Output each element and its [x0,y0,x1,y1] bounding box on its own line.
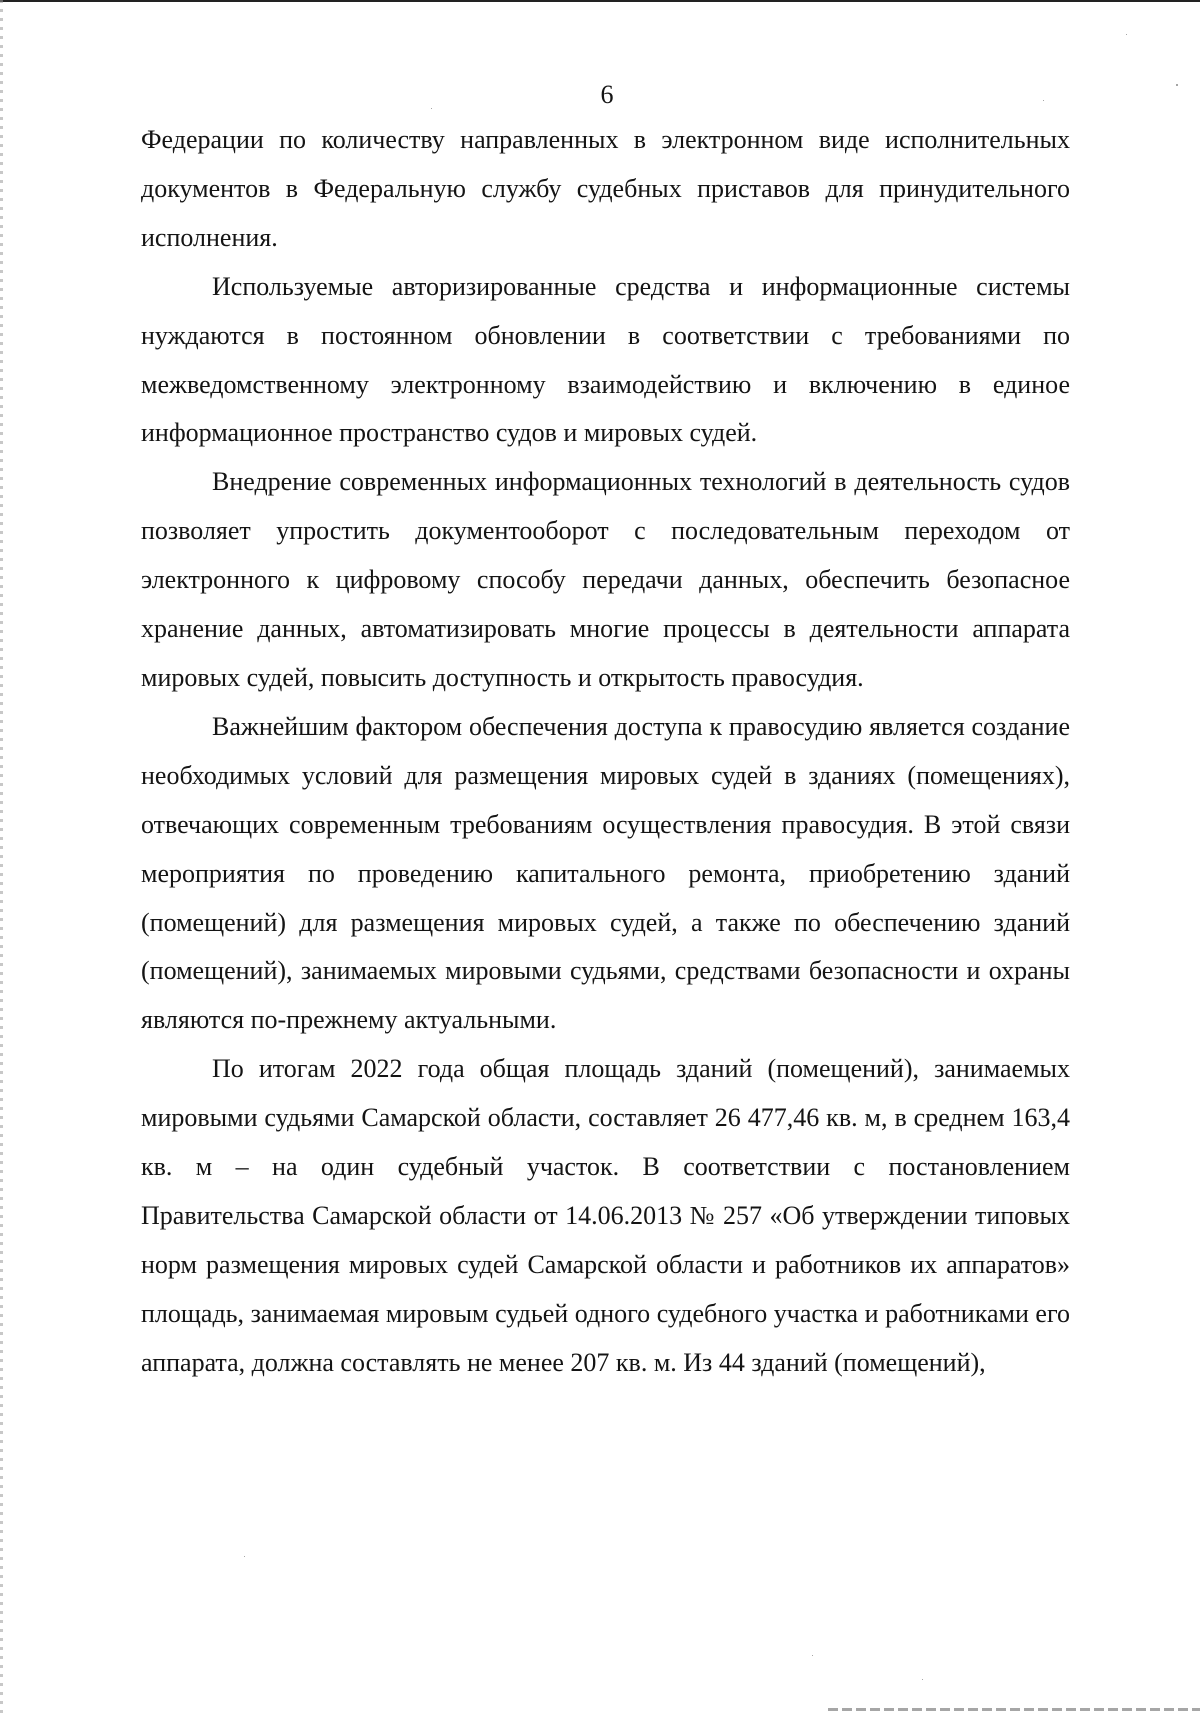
body-text [141,116,1070,1388]
paragraph-it-implementation: Внедрение современных информационных технологий в деятельность судов позволяет упростить документооборот с последовательным переходом от электронного к цифровому способу передачи данных, обеспечить безопасное хранение данных, автоматизировать многие процессы в деятельности аппарата мировых судей, повысить доступность и открытость правосудия. [141,467,1070,692]
scan-speck [431,108,432,109]
paragraph-access-to-justice: Важнейшим фактором обеспечения доступа к правосудию является создание необходимых условий для размещения мировых судей в зданиях (помещениях), отвечающих современным требованиям осуществления правосудия. В этой связи мероприятия по проведению капитального ремонта, приобретению зданий (помещений) для размещения мировых судей, а также по обеспечению зданий (помещений), занимаемых мировыми судьями, средствами безопасности и охраны являются по-прежнему актуальными. [141,711,1070,1035]
page-number: 6 [600,80,614,109]
scan-speck [1043,100,1044,101]
paragraph-building-area: По итогам 2022 года общая площадь зданий (помещений), занимаемых мировыми судьями Самарской области, составляет 26 477,46 кв. м, в среднем 163,4 кв. м – на один судебный участок. В соответствии с постановлением Правительства Самарской области от 14.06.2013 № 257 «Об утверждении типовых норм размещения мировых судей Самарской области и работников их аппаратов» площадь, занимаемая мировым судьей одного судебного участка и работниками его аппарата, должна составлять не менее 207 кв. м. Из 44 зданий (помещений), [141,1054,1070,1377]
paragraph-information-systems: Используемые авторизированные средства и информационные системы нуждаются в постоянном обновлении в соответствии с требованиями по межведомственному электронному взаимодействию и включению в единое информационное пространство судов и мировых судей. [141,271,1070,448]
scan-speck [812,1655,813,1656]
scan-bottom-mark [828,1708,1200,1711]
scan-speck [1126,34,1127,35]
scan-speck [1176,84,1178,86]
scan-left-edge [0,0,3,1715]
scan-speck [244,1556,245,1557]
scan-top-border [0,0,1200,2]
paragraph-continuation: Федерации по количеству направленных в электронном виде исполнительных документов в Федеральную службу судебных приставов для принудительного исполнения. [141,125,1070,252]
scan-speck [922,1679,923,1680]
